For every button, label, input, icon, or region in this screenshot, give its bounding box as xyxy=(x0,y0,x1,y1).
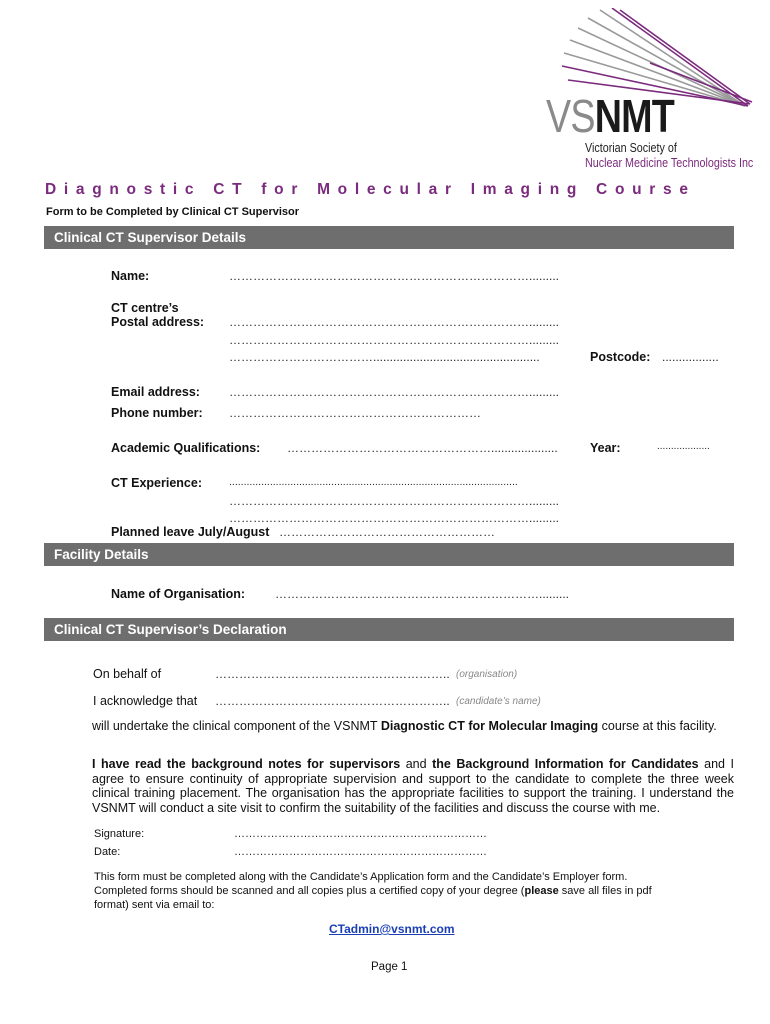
section-header-facility: Facility Details xyxy=(44,543,734,566)
undertake-paragraph xyxy=(92,719,734,734)
date-label: Date: xyxy=(94,846,121,858)
email-link[interactable]: CTadmin@vsnmt.com xyxy=(329,922,455,936)
postcode-label: Postcode: xyxy=(590,350,651,364)
acknowledge-hint: (candidate’s name) xyxy=(456,696,541,707)
email-label: Email address: xyxy=(111,385,200,399)
leave-label: Planned leave July/August xyxy=(111,525,270,539)
centre-label-1: CT centre’s xyxy=(111,301,179,315)
p1-text-end: course at this facility. xyxy=(598,719,717,733)
name-field[interactable]: …………………………………………………………………......... xyxy=(229,269,560,283)
logo-line-2: Nuclear Medicine Technologists Inc xyxy=(585,156,754,170)
p2-bold-1: I have read the background notes for supervisors xyxy=(92,757,401,771)
experience-field-3[interactable]: …………………………………………………………………......... xyxy=(229,511,560,525)
phone-label: Phone number: xyxy=(111,406,203,420)
behalf-hint: (organisation) xyxy=(456,669,518,680)
phone-field[interactable]: ……………………………………………………… xyxy=(229,406,481,420)
p2-rest: and I agree to ensure continuity of appropriate supervision and support to the candidate to complete the three week clinical training placement. The organisation has the appropriate facilities to support the training. I understand the VSNMT will conduct a site visit to confirm the suitability of the facilities and discuss the course with me. xyxy=(92,757,734,815)
acknowledge-label: I acknowledge that xyxy=(93,694,198,708)
logo-line-1: Victorian Society of xyxy=(585,141,677,155)
email-field[interactable]: …………………………………………………………………......... xyxy=(229,385,560,399)
p1-course-name: Diagnostic CT for Molecular Imaging xyxy=(380,719,599,733)
behalf-field[interactable]: ………………………………………………….. xyxy=(215,667,450,681)
experience-field-2[interactable]: …………………………………………………………………......... xyxy=(229,494,560,508)
behalf-label: On behalf of xyxy=(93,667,162,681)
year-field[interactable]: ................... xyxy=(657,441,710,452)
footer-note-2 xyxy=(94,885,652,897)
logo-wordmark xyxy=(546,90,674,142)
experience-label: CT Experience: xyxy=(111,476,203,490)
footer-note-1: This form must be completed along with the Candidate’s Application form and the Candidate’s Employer form. xyxy=(94,871,628,883)
centre-label-2: Postal address: xyxy=(111,315,205,329)
signature-field[interactable]: …………………………………………………………… xyxy=(234,828,487,840)
organisation-label: Name of Organisation: xyxy=(111,587,246,601)
experience-field-1[interactable]: ................................................................................................... xyxy=(229,476,518,488)
postcode-field[interactable]: ................. xyxy=(662,350,719,364)
page-number: Page 1 xyxy=(371,961,408,973)
name-label: Name: xyxy=(111,269,150,283)
note2-please: please xyxy=(524,885,559,897)
page-title: Diagnostic CT for Molecular Imaging Course xyxy=(45,181,696,198)
address-field-3[interactable]: ……………………………….................................................. xyxy=(229,350,540,364)
note2-text: Completed forms should be scanned and all copies plus a certified copy of your degree ( xyxy=(94,885,525,897)
leave-field[interactable]: ……………………………………………… xyxy=(279,525,495,539)
date-field[interactable]: …………………………………………………………… xyxy=(234,846,487,858)
p2-bold-2: the Background Information for Candidates xyxy=(432,757,699,771)
section-header-supervisor: Clinical CT Supervisor Details xyxy=(44,226,734,249)
logo-vs: VS xyxy=(546,90,595,142)
logo-nmt: NMT xyxy=(594,90,674,142)
p1-text: will undertake the clinical component of the VSNMT xyxy=(92,719,381,733)
year-label: Year: xyxy=(590,441,621,455)
page-subtitle: Form to be Completed by Clinical CT Supervisor xyxy=(46,206,300,218)
note2-text-end: save all files in pdf xyxy=(558,885,652,897)
acknowledge-field[interactable]: ………………………………………………….. xyxy=(215,694,450,708)
academic-field[interactable]: …………………………………………….................... xyxy=(287,441,558,455)
footer-note-3: format) sent via email to: xyxy=(94,899,215,911)
organisation-field[interactable]: …………………………………………………………......... xyxy=(275,587,570,601)
signature-label: Signature: xyxy=(94,828,145,840)
p2-and: and xyxy=(400,757,433,771)
academic-label: Academic Qualifications: xyxy=(111,441,261,455)
address-field-1[interactable]: …………………………………………………………………......... xyxy=(229,315,560,329)
address-field-2[interactable]: …………………………………………………………………......... xyxy=(229,333,560,347)
section-header-declaration: Clinical CT Supervisor’s Declaration xyxy=(44,618,734,641)
agreement-paragraph xyxy=(92,757,734,815)
